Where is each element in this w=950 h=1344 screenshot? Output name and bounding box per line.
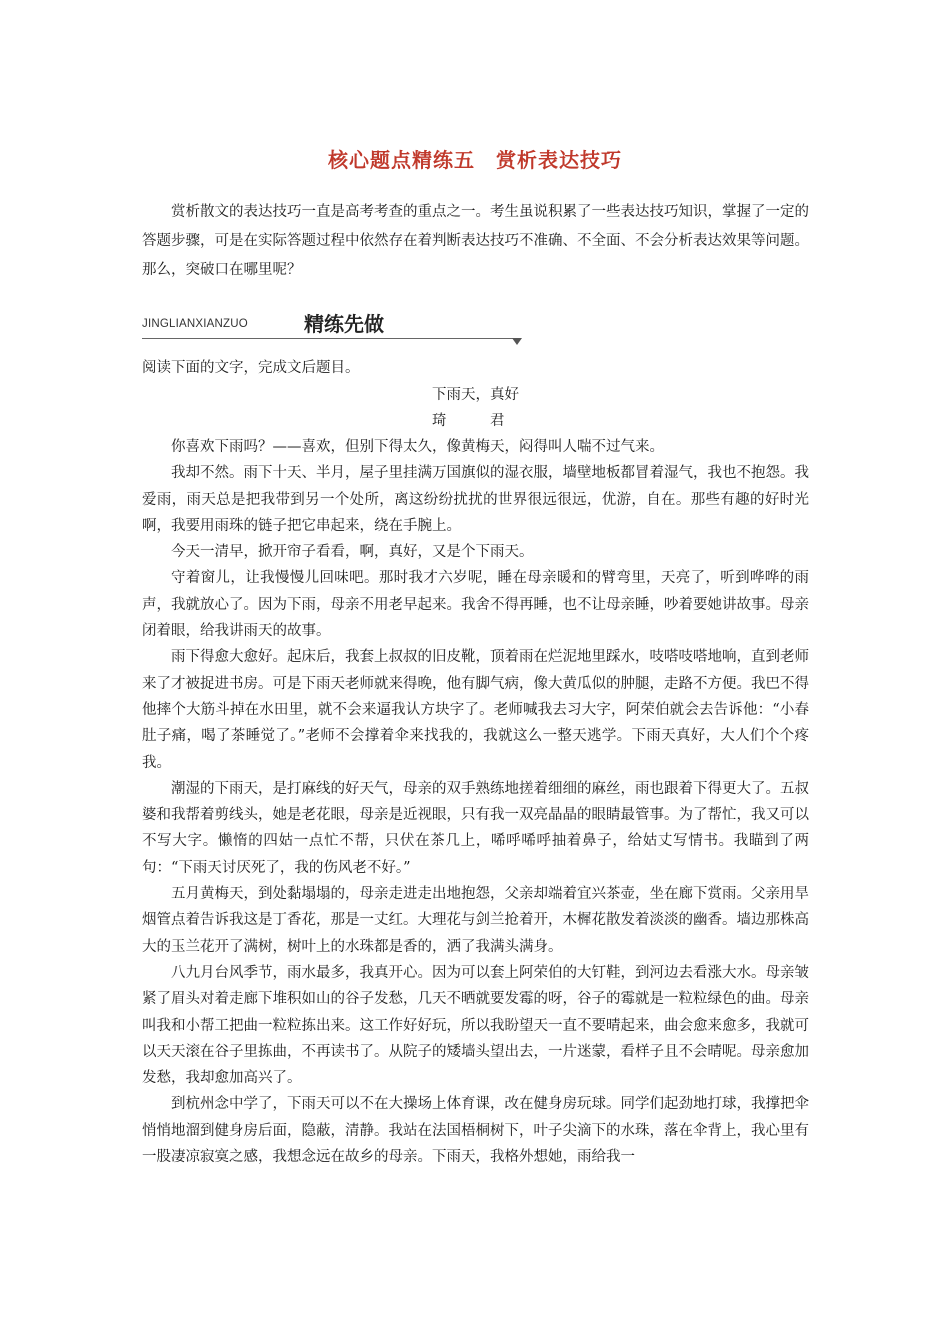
article-paragraph: 五月黄梅天，到处黏塌塌的，母亲走进走出地抱怨，父亲却端着宜兴茶壶，坐在廊下赏雨。父亲用旱烟管点着告诉我这是丁香花，那是一丈红。大理花与剑兰抢着开，木樨花散发着淡淡的幽香。墙边那株高大的玉兰花开了满树，树叶上的水珠都是香的，洒了我满头满身。 xyxy=(142,886,809,955)
article-body xyxy=(142,434,809,1170)
article-paragraph: 你喜欢下雨吗？——喜欢，但别下得太久，像黄梅天，闷得叫人喘不过气来。 xyxy=(171,439,664,455)
section-pinyin: JINGLIANXIANZUO xyxy=(142,318,248,330)
page-title: 核心题点精练五 赏析表达技巧 xyxy=(328,148,622,172)
section-heading: 精练先做 xyxy=(304,312,384,336)
article-paragraph: 守着窗儿，让我慢慢儿回味吧。那时我才六岁呢，睡在母亲暖和的臂弯里，天亮了，听到哗哗的雨声，我就放心了。因为下雨，母亲不用老早起来。我舍不得再睡，也不让母亲睡，吵着要她讲故事。母亲闭着眼，给我讲雨天的故事。 xyxy=(142,570,809,640)
article-paragraph: 潮湿的下雨天，是打麻线的好天气，母亲的双手熟练地搓着细细的麻丝，雨也跟着下得更大了。五叔婆和我帮着剪线头，她是老花眼，母亲是近视眼，只有我一双亮晶晶的眼睛最管事。为了帮忙，我又可以不写大字。懒惰的四姑一点忙不帮，只伏在茶几上，唏呼唏呼抽着鼻子，给姑丈写情书。我瞄到了两句：“下雨天讨厌死了，我的伤风老不好。” xyxy=(142,780,809,876)
instruction-text: 阅读下面的文字，完成文后题目。 xyxy=(142,360,360,376)
triangle-down-icon xyxy=(512,338,522,345)
intro-paragraph: 赏析散文的表达技巧一直是高考考查的重点之一。考生虽说积累了一些表达技巧知识，掌握了一定的答题步骤，可是在实际答题过程中依然存在着判断表达技巧不准确、不全面、不会分析表达效果等问题。那么，突破口在哪里呢？ xyxy=(142,204,809,278)
article-paragraph: 我却不然。雨下十天、半月，屋子里挂满万国旗似的湿衣服，墙壁地板都冒着湿气，我也不抱怨。我爱雨，雨天总是把我带到另一个处所，离这纷纷扰扰的世界很远很远，优游，自在。那些有趣的好时光啊，我要用雨珠的链子把它串起来，绕在手腕上。 xyxy=(142,465,809,534)
section-header xyxy=(142,306,520,346)
article-title: 下雨天，真好 xyxy=(432,387,519,403)
article-paragraph: 到杭州念中学了，下雨天可以不在大操场上体育课，改在健身房玩球。同学们起劲地打球，我撑把伞悄悄地溜到健身房后面，隐蔽，清静。我站在法国梧桐树下，叶子尖滴下的水珠，落在伞背上，我心里有一股凄凉寂寞之感，我想念远在故乡的母亲。下雨天，我格外想她，雨给我一 xyxy=(142,1096,809,1166)
article-paragraph: 今天一清早，掀开帘子看看，啊，真好，又是个下雨天。 xyxy=(171,544,534,561)
article-author: 琦 君 xyxy=(432,413,519,429)
section-divider xyxy=(142,338,514,339)
article-paragraph: 八九月台风季节，雨水最多，我真开心。因为可以套上阿荣伯的大钉鞋，到河边去看涨大水。母亲皱紧了眉头对着走廊下堆积如山的谷子发愁，几天不晒就要发霉的呀，谷子的霉就是一粒粒绿色的曲。母亲叫我和小帮工把曲一粒粒拣出来。这工作好好玩，所以我盼望天一直不要晴起来，曲会愈来愈多，我就可以天天滚在谷子里拣曲，不再读书了。从院子的矮墙头望出去，一片迷蒙，看样子且不会晴呢。母亲愈加发愁，我却愈加高兴了。 xyxy=(142,964,809,1087)
article-paragraph: 雨下得愈大愈好。起床后，我套上叔叔的旧皮靴，顶着雨在烂泥地里踩水，吱嗒吱嗒地响，直到老师来了才被捉进书房。可是下雨天老师就来得晚，他有脚气病，像大黄瓜似的肿腿，走路不方便。我巴不得他摔个大筋斗掉在水田里，就不会来逼我认方块字了。老师喊我去习大字，阿荣伯就会去告诉他：“小春肚子痛，喝了茶睡觉了。”老师不会撑着伞来找我的，我就这么一整天逃学。下雨天真好，大人们个个疼我。 xyxy=(142,649,809,771)
